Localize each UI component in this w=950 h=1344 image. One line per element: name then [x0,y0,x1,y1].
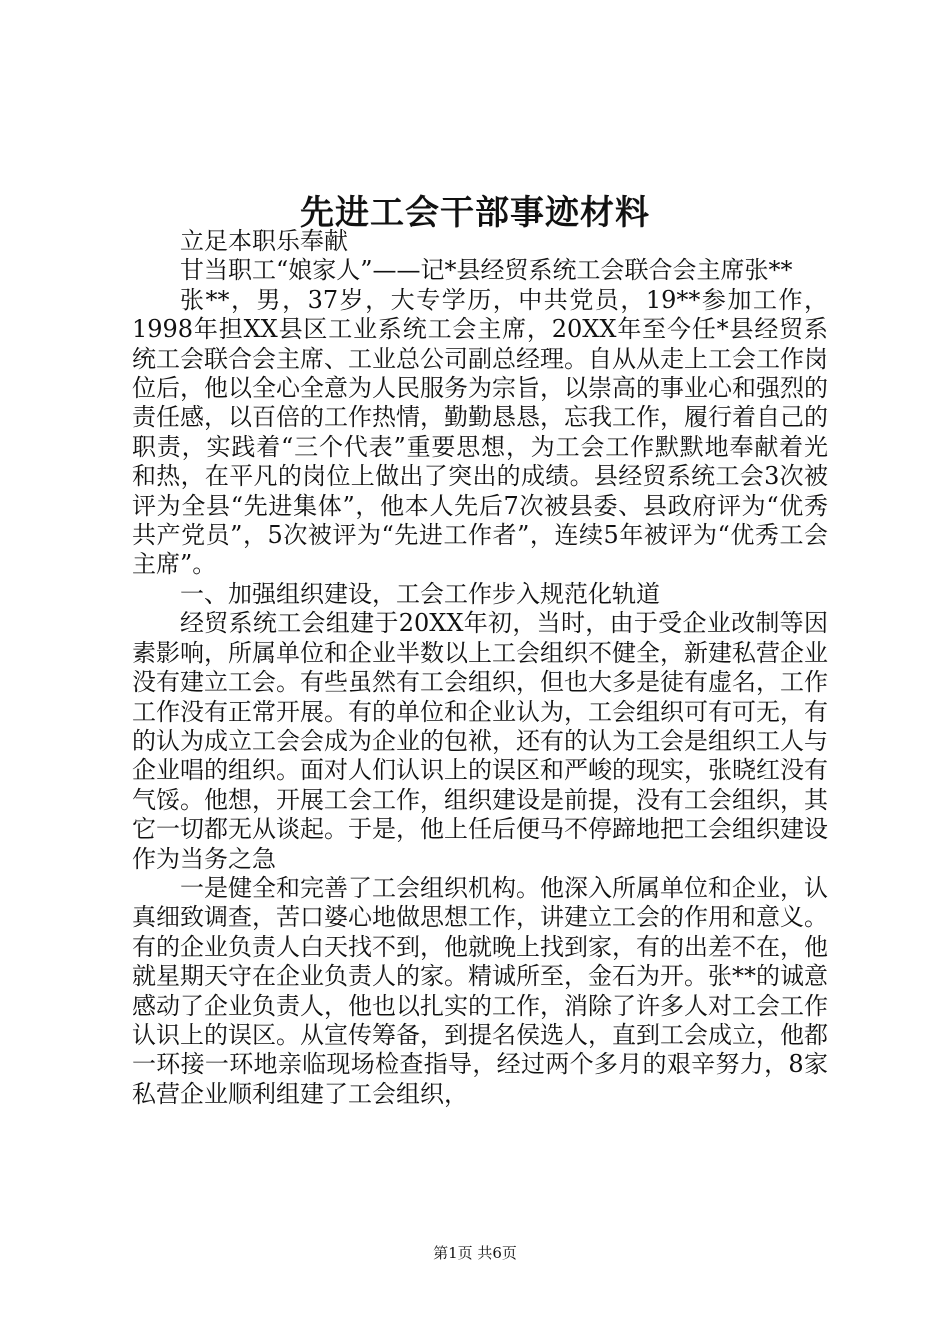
page-number-footer: 第1页 共6页 [433,1244,517,1262]
paragraph-profile: 张**，男，37岁，大专学历，中共党员，19**参加工作，1998年担XX县区工业系统工会主席，20XX年至今任*县经贸系统工会联合会主席、工业总公司副总经理。自从从走上工会工作岗位后，他以全心全意为人民服务为宗旨，以崇高的事业心和强烈的责任感，以百倍的工作热情，勤勤恳恳，忘我工作，履行着自己的职责，实践着“三个代表”重要思想，为工会工作默默地奉献着光和热，在平凡的岗位上做出了突出的成绩。县经贸系统工会3次被评为全县“先进集体”，他本人先后7次被县委、县政府评为“优秀共产党员”，5次被评为“先进工作者”，连续5年被评为“优秀工会主席”。 [132,285,828,579]
paragraph-subtitle: 立足本职乐奉献 [180,227,348,255]
document-body [132,227,828,1109]
document-title: 先进工会干部事迹材料 [300,193,650,233]
paragraph-background: 经贸系统工会组建于20XX年初，当时，由于受企业改制等因素影响，所属单位和企业半数以上工会组织不健全，新建私营企业没有建立工会。有些虽然有工会组织，但也大多是徒有虚名，工作工作没有正常开展。有的单位和企业认为，工会组织可有可无，有的认为成立工会会成为企业的包袱，还有的认为工会是组织工人与企业唱的组织。面对人们认识上的误区和严峻的现实，张晓红没有气馁。他想，开展工会工作，组织建设是前提，没有工会组织，其它一切都无从谈起。于是，他上任后便马不停蹄地把工会组织建设作为当务之急 [132,609,828,873]
paragraph-measure-one: 一是健全和完善了工会组织机构。他深入所属单位和企业，认真细致调查，苦口婆心地做思想工作，讲建立工会的作用和意义。有的企业负责人白天找不到，他就晚上找到家，有的出差不在，他就星期天守在企业负责人的家。精诚所至，金石为开。张**的诚意感动了企业负责人，他也以扎实的工作，消除了许多人对工会工作认识上的误区。从宣传筹备，到提名侯选人，直到工会成立，他都一环接一环地亲临现场检查指导，经过两个多月的艰辛努力，8家私营企业顺利组建了工会组织， [132,873,828,1108]
paragraph-headline: 甘当职工“娘家人”——记*县经贸系统工会联合会主席张** [180,256,793,285]
section-heading: 一、加强组织建设，工会工作步入规范化轨道 [180,579,660,608]
